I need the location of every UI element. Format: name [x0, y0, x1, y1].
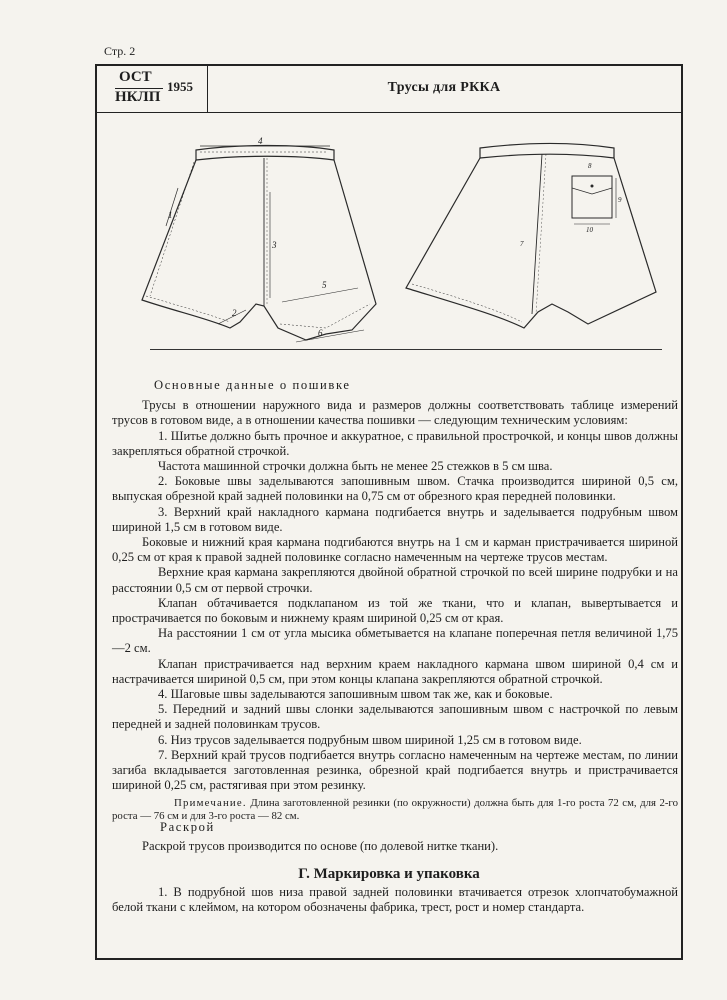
shorts-back-labels	[520, 162, 622, 248]
sewing-paragraph: Трусы в отношении наружного вида и размеров должны соответствовать таблице измерений трусов в готовом виде, а в отношении качества пошивки — следующим техническим условиям:	[112, 398, 678, 428]
back-outline	[406, 158, 656, 328]
sewing-paragraph: 5. Передний и задний швы слонки заделываются запошивным швом с настрочкой по левым передней и задней половинкам трусов.	[112, 702, 678, 732]
section-g-text: 1. В подрубной шов низа правой задней половинки втачивается отрезок хлопчатобумажной белой ткани с клеймом, на котором обозначены фабрика, трест, рост и номер стандарта.	[112, 885, 678, 915]
section-sewing	[112, 378, 678, 823]
note-label: Примечание.	[174, 797, 247, 810]
note-text: Длина заготовленной резинки (по окружности) должна быть для 1-го роста 72 см, для 2-го роста — 76 см и для 3-го роста — 82 см.	[112, 797, 678, 823]
front-label-2: 2	[232, 308, 237, 318]
standard-top: ОСТ	[119, 69, 152, 85]
cutting-text: Раскрой трусов производится по основе (по долевой нитке ткани).	[142, 839, 499, 854]
back-pocket	[572, 176, 612, 218]
back-label-8: 8	[588, 162, 592, 170]
header-row	[97, 66, 681, 113]
figure-bottom-rule	[150, 349, 662, 350]
standard-bottom: НКЛП	[115, 89, 161, 105]
sewing-paragraph: 1. Шитье должно быть прочное и аккуратное, с правильной прострочкой, и концы швов должны закрепляться обратной строчкой.	[112, 428, 678, 458]
standard-year: 1955	[167, 79, 193, 94]
standard-box	[97, 66, 208, 112]
back-waistband	[480, 144, 614, 159]
front-label-3: 3	[272, 240, 277, 250]
section-g-title: Г. Маркировка и упаковка	[298, 866, 480, 882]
sewing-paragraph: 2. Боковые швы заделываются запошивным швом. Стачка производится шириной 0,5 см, выпуская обрезной край задней половинки на 0,75 см от обрезного края передней половинки.	[112, 474, 678, 504]
front-label-4: 4	[258, 136, 263, 146]
sewing-heading: Основные данные о пошивке	[154, 378, 351, 392]
sewing-paragraph: 7. Верхний край трусов подгибается внутрь согласно намеченным на чертеже местам, по линии загиба вкладывается заготовленная резинка, обрезной край подгибается внутрь и пристрачивается шириной 0,25 см, растягивая при этом резинку.	[112, 747, 678, 793]
sewing-paragraph: Клапан обтачивается подклапаном из той же ткани, что и клапан, вывертывается и прострачивается по боковым и нижнему краям шириной 0,25 см от края.	[112, 595, 678, 626]
shorts-drawing	[128, 128, 658, 350]
front-waistband	[196, 146, 334, 161]
sewing-paragraph: На расстоянии 1 см от угла мысика обметывается на клапане поперечная петля величиной 1,75—2 см.	[112, 626, 678, 656]
front-label-1: 1	[168, 210, 173, 220]
shorts-back-view	[406, 144, 656, 329]
cutting-heading: Раскрой	[160, 820, 215, 834]
sewing-paragraph: 4. Шаговые швы заделываются запошивным швом так же, как и боковые.	[158, 687, 553, 702]
front-label-5: 5	[322, 280, 327, 290]
front-label-6: 6	[318, 328, 323, 338]
shorts-front-view	[142, 146, 376, 343]
sewing-paragraph: Клапан пристрачивается над верхним краем накладного кармана швом шириной 0,4 см и настрачивается шириной 0,5 см, при этом концы клапана закрепляются обратной строчкой.	[112, 656, 678, 686]
sewing-paragraph: 6. Низ трусов заделывается подрубным швом шириной 1,25 см в готовом виде.	[158, 732, 582, 747]
back-label-10: 10	[586, 226, 593, 234]
sewing-paragraph: 3. Верхний край накладного кармана подгибается внутрь и заделывается подрубным швом шириной 1,5 см в готовом виде.	[112, 504, 678, 534]
section-g	[112, 885, 678, 915]
section-cutting	[112, 820, 678, 854]
sewing-paragraph: Боковые и нижний края кармана подгибаются внутрь на 1 см и карман пристрачивается шириной 0,25 см от края к правой задней половинке согласно намеченным на чертеже трусов местам.	[112, 535, 678, 565]
document-title: Трусы для РККА	[387, 80, 501, 95]
page-label: Стр. 2	[104, 44, 136, 58]
front-outline	[142, 160, 376, 340]
back-label-7: 7	[520, 240, 524, 248]
sewing-paragraph: Частота машинной строчки должна быть не менее 25 стежков в 5 см шва.	[158, 459, 553, 474]
shorts-front-labels	[168, 136, 327, 338]
sewing-paragraph: Верхние края кармана закрепляются двойной обратной строчкой по всей ширине подрубки и на расстоянии 0,5 см от первой строчки.	[112, 565, 678, 595]
back-label-9: 9	[618, 196, 622, 204]
